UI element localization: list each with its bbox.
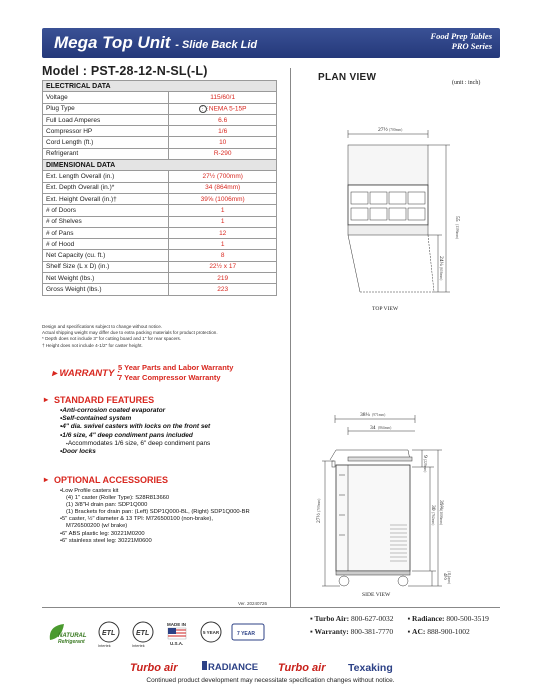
spec-row: Net Capacity (cu. ft.) 8 [43,250,277,261]
made-in-usa-logo [164,620,190,648]
etl-listed-logo [96,620,122,646]
warranty-label: ▸ WARRANTY : [52,368,120,379]
product-title: Mega Top Unit - Slide Back Lid [54,33,258,52]
spec-row: Shelf Size (L x D) (in.) 22½ x 17 [43,261,277,272]
dim-top-width-mm: (700mm) [389,128,403,132]
spec-row: Compressor HP 1/6 [43,126,277,137]
svg-text:NATURAL: NATURAL [58,633,87,639]
spec-table [42,80,277,296]
dim-side-total: 39⅝ [438,500,444,510]
features-list [60,407,210,456]
svg-text:U.S.A.: U.S.A. [170,641,184,646]
top-view-label: TOP VIEW [372,306,399,312]
radiance-logo: RADIANCE [208,662,259,673]
dim-side-lid: 9 [422,455,428,458]
list-item: M726500200 (w/ brake) [66,523,128,530]
dim-side-overall-mm: (971mm) [372,413,386,417]
list-item: (1) 3/8"H drain pan: SDP1Q000 [66,502,148,509]
plug-icon: ⋮⋮ [199,105,210,112]
side-view-label: SIDE VIEW [362,592,391,598]
dim-side-height: 27½ [316,513,322,523]
column-divider [290,68,291,607]
dim-top-depth: 55 [454,216,460,222]
contact-turbo-air: ▪ Turbo Air: 800-627-0032 [310,614,394,623]
warranty-text: 5 Year Parts and Labor Warranty 7 Year Compressor Warranty [118,363,234,382]
list-item: • Self-contained system [60,415,210,423]
footer-disclaimer: Continued product development may necessitate specification changes without notice. [146,677,395,684]
list-item: ⬩ Accommodates 1/6 size, 6" deep condiment pans [60,440,210,448]
spec-row: Refrigerant R-290 [43,148,277,159]
list-item: • Door locks [60,448,210,456]
side-view-drawing [300,405,490,600]
footer-divider [42,607,500,608]
list-item: • Low Profile casters kit [60,488,250,495]
spec-row: Ext. Depth Overall (in.)* 34 (864mm) [43,182,277,193]
electrical-heading: ELECTRICAL DATA [43,81,277,92]
list-item: • 4" dia. swivel casters with locks on the front set [60,423,210,431]
svg-text:Refrigerant: Refrigerant [58,639,85,645]
spec-row: # of Hood 1 [43,239,277,250]
bullet-arrow-icon: ▸ [52,368,60,379]
spec-row: Net Weight (lbs.) 219 [43,273,277,284]
title-banner [42,28,500,58]
features-title: ▸ STANDARD FEATURES [54,395,154,405]
unit-label: (unit : inch) [452,80,481,86]
dim-top-door-mm: (616mm) [439,267,443,281]
spec-row: Plug Type ⋮⋮NEMA 5-15P [43,103,277,114]
certification-logos: NATURAL Refrigerant ETL Intertek ETL Intertek MADE IN U.S.A. 5 YEAR 7 YEAR [42,612,300,652]
contact-ac: ▪ AC: 888-900-1002 [407,627,470,636]
svg-text:ETL: ETL [102,630,116,637]
svg-text:7 YEAR: 7 YEAR [237,631,255,637]
dim-side-overall: 38¼ [360,412,370,418]
dim-side-work-mm: (762mm) [431,512,435,526]
brand-logos [110,657,440,675]
model-number: Model : PST-28-12-N-SL(-L) [42,64,277,81]
contact-warranty: ▪ Warranty: 800-381-7770 [310,627,394,636]
warranty-badge-icon [198,620,224,646]
dim-top-depth-mm: (1396mm) [455,224,459,240]
turbo-air-logo: Turbo air [130,662,178,674]
spec-row: # of Doors 1 [43,205,277,216]
version-label: Ver. 20240726 [238,601,268,606]
spec-notes: Design and specifications subject to change without notice. Actual shipping weight may differ due to extra packing materials for product protection. * Depth does not include 3" for cutting board and 1" for rear spacers. † Height does not include 4-1/2" for caster height. [42,324,218,348]
spec-row: Cord Length (ft.) 10 [43,137,277,148]
spec-row: Voltage 115/60/1 [43,92,277,103]
compressor-badge-icon [230,620,266,646]
dim-top-width: 27½ [378,127,388,133]
list-item: • 6" stainless steel leg: 30221M0600 [60,538,250,545]
product-subtitle: Slide Back Lid [181,39,258,51]
list-item: • 5" caster, ½" diameter & 13 TPI: M726500100 (non-brake), [60,516,250,523]
list-item: (1) Brackets for drain pan: (Left) SDP1Q000-BL, (Right) SDP1Q000-BR [66,509,250,516]
dim-side-lid-mm: (229mm) [423,459,427,473]
svg-text:ETL: ETL [136,630,150,637]
list-item: • 1/6 size, 4" deep condiment pans included [60,432,210,440]
top-view-drawing [300,120,490,320]
texaking-logo: Texaking [348,662,393,674]
list-item: • Anti-corrosion coated evaporator [60,407,210,415]
contact-list [310,612,505,638]
spec-row: Ext. Height Overall (in.)† 39⅝ (1006mm) [43,193,277,204]
dim-side-height-mm: (700mm) [317,498,321,512]
dim-side-depth: 34 [370,425,376,431]
accessories-title: ▸ OPTIONAL ACCESSORIES [54,475,168,485]
dim-side-total-mm: (1006mm) [439,510,443,526]
dim-side-work: 30 [430,505,436,511]
accessories-list [60,488,250,545]
svg-text:MADE IN: MADE IN [167,622,186,627]
list-item: • 6" ABS plastic leg: 30221M0200 [60,531,250,538]
dim-top-door: 24¼ [438,256,444,266]
plan-view-title: PLAN VIEW [318,72,377,83]
dimensional-heading: DIMENSIONAL DATA [43,160,277,171]
spec-row: # of Shelves 1 [43,216,277,227]
spec-row: Ext. Length Overall (in.) 27½ (700mm) [43,171,277,182]
spec-row: # of Pans 12 [43,227,277,238]
svg-text:5 YEAR: 5 YEAR [203,630,220,635]
etl-sanitation-logo [130,620,156,646]
dim-side-caster: 4½ [442,573,448,580]
radiance-icon [202,661,207,670]
contact-radiance: ▪ Radiance: 800-500-3519 [407,614,489,623]
series-label: Food Prep Tables PRO Series [430,31,492,51]
turbo-air-logo-2: Turbo air [278,662,326,674]
list-item: (4) 1" caster (Roller Type): S28R813660 [66,495,170,502]
dim-side-caster-mm: (114mm) [447,571,451,585]
dim-side-depth-mm: (864mm) [378,426,392,430]
spec-row: Gross Weight (lbs.) 223 [43,284,277,295]
natural-refrigerant-logo [44,620,90,646]
spec-row: Full Load Amperes 6.6 [43,114,277,125]
